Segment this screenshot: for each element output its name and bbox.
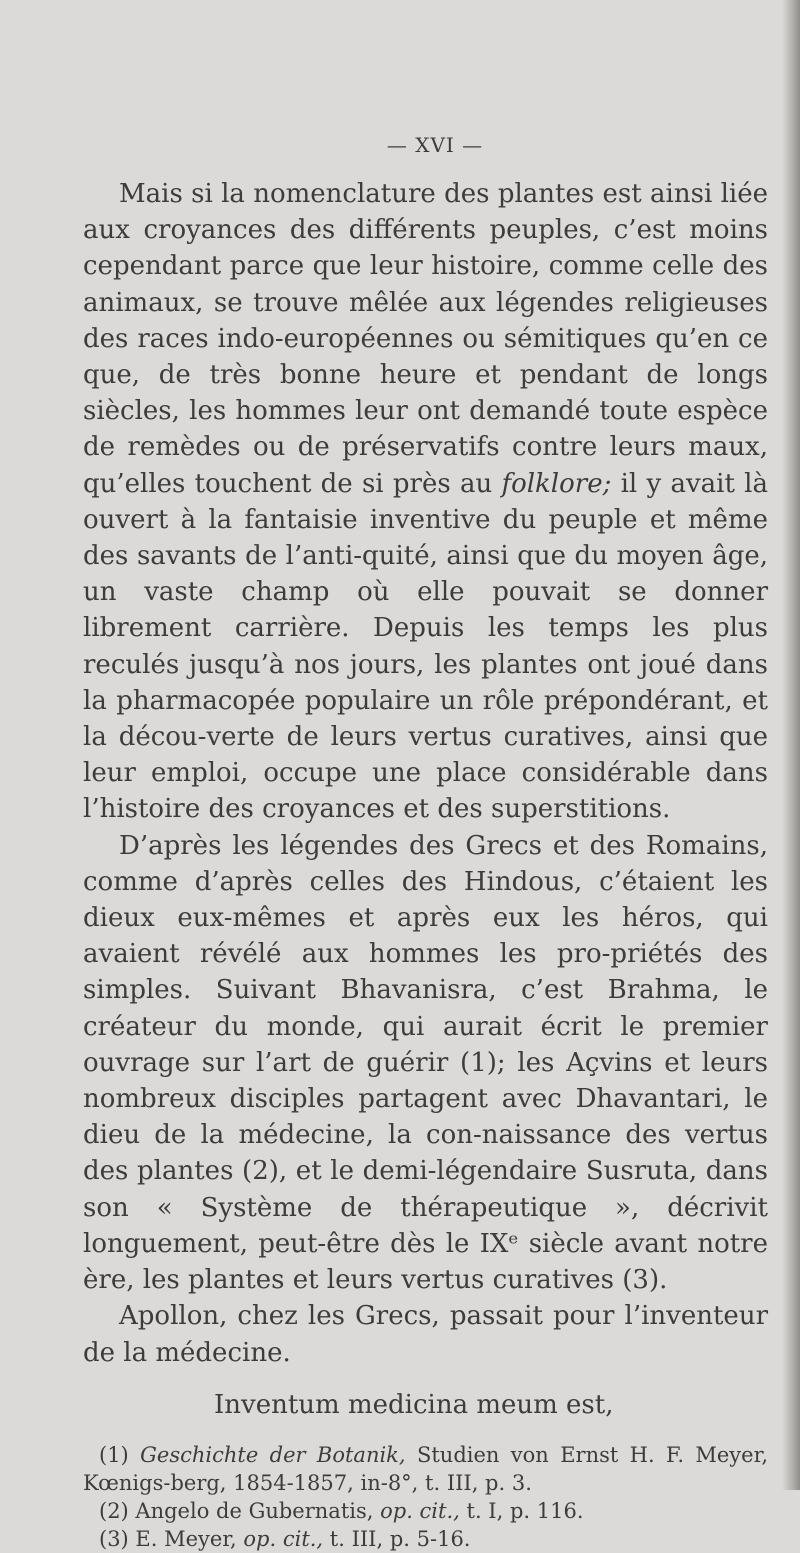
- footnote-2-italic: op. cit.,: [380, 1498, 460, 1523]
- paragraph-2-text: D’après les légendes des Grecs et des Romains, comme d’après celles des Hindous, c’étaient les dieux eux-mêmes et après eux les héros, qui avaient révélé aux hommes les pro-priétés des simples. Suivant Bhavanisra, c’est Brahma, le créateur du monde, qui aurait écrit le premier ouvrage sur l’art de guérir (1); les Açvins et leurs nombreux disciples partagent avec Dhavantari, le dieu de la médecine, la con-naissance des vertus des plantes (2), et le demi-légendaire Susruta, dans son « Système de thérapeutique », décrivit longuement, peut-être dès le IXᵉ siècle avant notre ère, les plantes et leurs vertus curatives (3).: [83, 830, 768, 1296]
- footnote-3: [83, 1525, 768, 1553]
- latin-verse: Inventum medicina meum est,: [214, 1389, 614, 1420]
- footnote-3-italic: op. cit.,: [243, 1526, 324, 1551]
- footnote-2-text: (2) Angelo de Gubernatis,: [99, 1498, 381, 1523]
- footnote-2-text-cont: t. I, p. 116.: [459, 1498, 584, 1523]
- page-edge-shadow: [782, 0, 800, 1490]
- paragraph-1-text-cont: il y avait là ouvert à la fantaisie inventive du peuple et même des savants de l’anti-quité, ainsi que du moyen âge, un vaste champ où elle pouvait se donner librement carrière. Depuis les temps les plus reculés jusqu’à nos jours, les plantes ont joué dans la pharmacopée populaire un rôle prépondérant, et la décou-verte de leurs vertus curatives, ainsi que leur emploi, occupe une place considérable dans l’histoire des croyances et des superstitions.: [83, 468, 768, 825]
- footnotes: [83, 1441, 768, 1553]
- main-text: [83, 176, 768, 1553]
- paragraph-1-text: Mais si la nomenclature des plantes est ainsi liée aux croyances des différents peuples, c’est moins cependant parce que leur histoire, comme celle des animaux, se trouve mêlée aux légendes religieuses des races indo-européennes ou sémitiques qu’en ce que, de très bonne heure et pendant de longs siècles, les hommes leur ont demandé toute espèce de remèdes ou de préservatifs contre leurs maux, qu’elles touchent de si près au: [83, 179, 768, 499]
- paragraph-1: [83, 176, 768, 828]
- footnote-1-number: (1): [99, 1442, 141, 1467]
- footnote-3-text: (3) E. Meyer,: [99, 1526, 244, 1551]
- paragraph-1-italic-folklore: folklore;: [501, 468, 612, 499]
- paragraph-3: [83, 1298, 768, 1370]
- paragraph-2: [83, 828, 768, 1299]
- paragraph-3-text: Apollon, chez les Grecs, passait pour l’inventeur de la médecine.: [83, 1301, 768, 1368]
- footnote-1-title: Geschichte der Botanik,: [140, 1442, 406, 1467]
- footnote-3-text-cont: t. III, p. 5-16.: [323, 1526, 471, 1551]
- page-number-header: — XVI —: [386, 133, 484, 157]
- footnote-2: [83, 1497, 768, 1525]
- footnote-1-text: Studien von Ernst H. F. Meyer, Kœnigs-berg, 1854-1857, in-8°, t. III, p. 3.: [83, 1442, 769, 1495]
- footnote-1: [83, 1441, 768, 1497]
